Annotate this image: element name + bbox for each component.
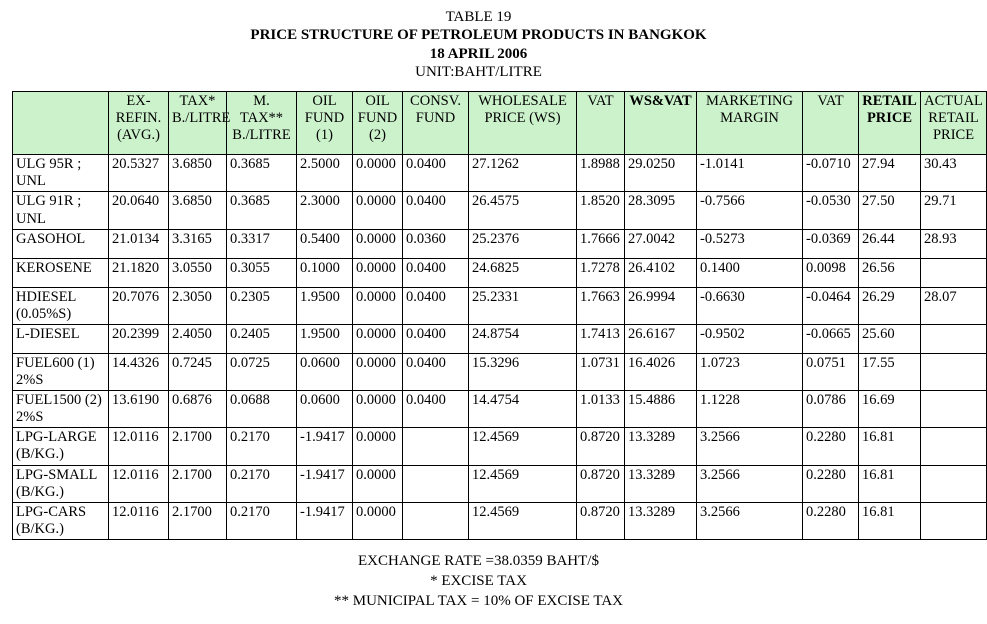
table-body	[13, 155, 987, 540]
table-row	[13, 324, 987, 353]
cell-ex-refinery: 12.0116	[109, 502, 169, 539]
cell-marketing-margin: -1.0141	[697, 155, 803, 192]
cell-oil-fund-2: 0.0000	[353, 465, 403, 502]
cell-wholesale-price: 15.3296	[469, 353, 577, 390]
header-text-line: FUND	[415, 110, 456, 127]
header-cell-product	[13, 92, 109, 155]
header-text-line: WS&VAT	[629, 93, 692, 110]
cell-actual-retail-price: 30.43	[921, 155, 987, 192]
header-text-line: EX-	[126, 93, 151, 110]
header-text-line: OIL	[365, 93, 390, 110]
header-cell-actual-retail-price	[921, 92, 987, 155]
cell-vat-1: 1.8520	[577, 192, 625, 229]
row-label: FUEL600 (1) 2%S	[13, 353, 109, 390]
cell-marketing-margin: 3.2566	[697, 465, 803, 502]
footnotes	[12, 552, 945, 611]
cell-oil-fund-1: 0.0600	[297, 353, 353, 390]
row-label: LPG-SMALL (B/KG.)	[13, 465, 109, 502]
footnote-municipal-tax: ** MUNICIPAL TAX = 10% OF EXCISE TAX	[334, 592, 623, 609]
cell-oil-fund-2: 0.0000	[353, 353, 403, 390]
cell-retail-price: 16.81	[859, 465, 921, 502]
cell-consv-fund: 0.0400	[403, 391, 469, 428]
cell-vat-2: 0.0786	[803, 391, 859, 428]
cell-wholesale-price: 12.4569	[469, 502, 577, 539]
cell-consv-fund: 0.0400	[403, 155, 469, 192]
header-text-line: FUND	[357, 110, 398, 127]
cell-ex-refinery: 20.7076	[109, 287, 169, 324]
header-cell-vat-1	[577, 92, 625, 155]
cell-tax: 2.1700	[169, 428, 227, 465]
header-cell-oil-fund-1	[297, 92, 353, 155]
cell-municipal-tax: 0.2305	[227, 287, 297, 324]
cell-vat-2: 0.0751	[803, 353, 859, 390]
header-cell-ex-refinery	[109, 92, 169, 155]
unit-label: UNIT:BAHT/LITRE	[415, 63, 542, 80]
table-row	[13, 391, 987, 428]
cell-consv-fund	[403, 465, 469, 502]
footnote-excise-tax: * EXCISE TAX	[430, 572, 527, 589]
row-label: KEROSENE	[13, 258, 109, 287]
cell-actual-retail-price	[921, 391, 987, 428]
header-text-line: OIL	[312, 93, 337, 110]
cell-actual-retail-price	[921, 502, 987, 539]
header-text-line: (1)	[316, 127, 333, 144]
cell-oil-fund-2: 0.0000	[353, 287, 403, 324]
table-row	[13, 229, 987, 258]
header-cell-retail-price	[859, 92, 921, 155]
cell-tax: 3.6850	[169, 192, 227, 229]
cell-marketing-margin: -0.6630	[697, 287, 803, 324]
cell-retail-price: 17.55	[859, 353, 921, 390]
cell-municipal-tax: 0.2170	[227, 465, 297, 502]
cell-retail-price: 16.81	[859, 502, 921, 539]
table-row	[13, 353, 987, 390]
header-text-line: FUND	[304, 110, 345, 127]
header-text-line: M.	[253, 93, 270, 110]
cell-oil-fund-1: -1.9417	[297, 465, 353, 502]
cell-marketing-margin: 1.0723	[697, 353, 803, 390]
cell-oil-fund-1: 1.9500	[297, 324, 353, 353]
header-text-line: RETAIL	[928, 110, 979, 127]
cell-oil-fund-2: 0.0000	[353, 428, 403, 465]
cell-ws-and-vat: 26.9994	[625, 287, 697, 324]
cell-consv-fund	[403, 428, 469, 465]
cell-wholesale-price: 24.6825	[469, 258, 577, 287]
row-label: GASOHOL	[13, 229, 109, 258]
cell-ex-refinery: 20.2399	[109, 324, 169, 353]
price-structure-table	[12, 91, 987, 540]
cell-actual-retail-price	[921, 428, 987, 465]
cell-wholesale-price: 25.2376	[469, 229, 577, 258]
cell-tax: 3.6850	[169, 155, 227, 192]
cell-oil-fund-1: 0.1000	[297, 258, 353, 287]
header-row	[13, 92, 987, 155]
cell-wholesale-price: 24.8754	[469, 324, 577, 353]
header-text-line: TAX**	[239, 110, 284, 127]
cell-ws-and-vat: 13.3289	[625, 428, 697, 465]
cell-municipal-tax: 0.2170	[227, 428, 297, 465]
header-text-line: (AVG.)	[117, 127, 160, 144]
cell-ex-refinery: 20.5327	[109, 155, 169, 192]
cell-oil-fund-1: 1.9500	[297, 287, 353, 324]
cell-vat-2: -0.0369	[803, 229, 859, 258]
header-cell-oil-fund-2	[353, 92, 403, 155]
cell-tax: 0.7245	[169, 353, 227, 390]
cell-actual-retail-price	[921, 465, 987, 502]
cell-actual-retail-price	[921, 353, 987, 390]
cell-marketing-margin: 0.1400	[697, 258, 803, 287]
cell-marketing-margin: -0.5273	[697, 229, 803, 258]
cell-vat-1: 1.7663	[577, 287, 625, 324]
cell-tax: 3.3165	[169, 229, 227, 258]
cell-oil-fund-2: 0.0000	[353, 192, 403, 229]
header-cell-wholesale-price	[469, 92, 577, 155]
cell-wholesale-price: 26.4575	[469, 192, 577, 229]
cell-ex-refinery: 20.0640	[109, 192, 169, 229]
footnote-exchange-rate: EXCHANGE RATE =38.0359 BAHT/$	[358, 552, 599, 569]
cell-municipal-tax: 0.3055	[227, 258, 297, 287]
cell-vat-1: 0.8720	[577, 428, 625, 465]
cell-consv-fund: 0.0400	[403, 324, 469, 353]
row-label: LPG-LARGE (B/KG.)	[13, 428, 109, 465]
cell-oil-fund-2: 0.0000	[353, 258, 403, 287]
header-text-line: MARGIN	[720, 110, 779, 127]
header-text-line: VAT	[817, 93, 844, 110]
cell-municipal-tax: 0.2170	[227, 502, 297, 539]
cell-vat-1: 1.8988	[577, 155, 625, 192]
cell-consv-fund	[403, 502, 469, 539]
cell-vat-1: 1.7413	[577, 324, 625, 353]
header-text-line: PRICE (WS)	[484, 110, 561, 127]
cell-consv-fund: 0.0400	[403, 287, 469, 324]
row-label: FUEL1500 (2) 2%S	[13, 391, 109, 428]
cell-ws-and-vat: 26.6167	[625, 324, 697, 353]
cell-wholesale-price: 25.2331	[469, 287, 577, 324]
header-text-line: RETAIL	[862, 93, 917, 110]
cell-oil-fund-2: 0.0000	[353, 229, 403, 258]
cell-retail-price: 26.44	[859, 229, 921, 258]
cell-oil-fund-2: 0.0000	[353, 502, 403, 539]
title-block	[12, 8, 945, 81]
cell-ex-refinery: 12.0116	[109, 428, 169, 465]
header-text-line: PRICE	[932, 127, 975, 144]
table-row	[13, 155, 987, 192]
cell-vat-2: -0.0665	[803, 324, 859, 353]
cell-tax: 0.6876	[169, 391, 227, 428]
cell-vat-2: -0.0530	[803, 192, 859, 229]
cell-consv-fund: 0.0400	[403, 353, 469, 390]
page-title: PRICE STRUCTURE OF PETROLEUM PRODUCTS IN BANGKOK	[250, 27, 707, 44]
cell-ws-and-vat: 27.0042	[625, 229, 697, 258]
cell-ex-refinery: 14.4326	[109, 353, 169, 390]
cell-ex-refinery: 12.0116	[109, 465, 169, 502]
cell-retail-price: 27.94	[859, 155, 921, 192]
cell-oil-fund-1: 2.5000	[297, 155, 353, 192]
table-row	[13, 192, 987, 229]
cell-oil-fund-1: 0.5400	[297, 229, 353, 258]
table-row	[13, 502, 987, 539]
table-header	[13, 92, 987, 155]
cell-retail-price: 16.69	[859, 391, 921, 428]
cell-tax: 2.1700	[169, 465, 227, 502]
cell-ws-and-vat: 13.3289	[625, 465, 697, 502]
cell-oil-fund-1: -1.9417	[297, 502, 353, 539]
cell-wholesale-price: 14.4754	[469, 391, 577, 428]
cell-ws-and-vat: 13.3289	[625, 502, 697, 539]
cell-municipal-tax: 0.3685	[227, 192, 297, 229]
cell-oil-fund-2: 0.0000	[353, 391, 403, 428]
cell-vat-1: 1.0133	[577, 391, 625, 428]
cell-tax: 2.3050	[169, 287, 227, 324]
cell-consv-fund: 0.0360	[403, 229, 469, 258]
table-row	[13, 428, 987, 465]
header-text-line: B./LITRE	[172, 110, 231, 127]
header-text-line: ACTUAL	[924, 93, 983, 110]
cell-municipal-tax: 0.0688	[227, 391, 297, 428]
cell-retail-price: 26.56	[859, 258, 921, 287]
header-cell-marketing-margin	[697, 92, 803, 155]
header-text-line: VAT	[587, 93, 614, 110]
row-label: LPG-CARS (B/KG.)	[13, 502, 109, 539]
cell-marketing-margin: 1.1228	[697, 391, 803, 428]
table-row	[13, 465, 987, 502]
row-label: HDIESEL (0.05%S)	[13, 287, 109, 324]
cell-wholesale-price: 12.4569	[469, 428, 577, 465]
cell-vat-2: 0.2280	[803, 428, 859, 465]
cell-ex-refinery: 21.0134	[109, 229, 169, 258]
cell-marketing-margin: -0.7566	[697, 192, 803, 229]
header-text-line: TAX*	[179, 93, 216, 110]
cell-consv-fund: 0.0400	[403, 258, 469, 287]
cell-oil-fund-2: 0.0000	[353, 155, 403, 192]
cell-oil-fund-1: 0.0600	[297, 391, 353, 428]
cell-vat-1: 0.8720	[577, 465, 625, 502]
table-row	[13, 258, 987, 287]
header-text-line: MARKETING	[706, 93, 793, 110]
table-row	[13, 287, 987, 324]
cell-vat-1: 1.7666	[577, 229, 625, 258]
row-label: ULG 91R ; UNL	[13, 192, 109, 229]
cell-tax: 2.1700	[169, 502, 227, 539]
cell-municipal-tax: 0.3685	[227, 155, 297, 192]
cell-marketing-margin: 3.2566	[697, 428, 803, 465]
cell-ws-and-vat: 28.3095	[625, 192, 697, 229]
cell-vat-2: 0.2280	[803, 465, 859, 502]
cell-ex-refinery: 21.1820	[109, 258, 169, 287]
cell-vat-1: 1.7278	[577, 258, 625, 287]
cell-oil-fund-1: 2.3000	[297, 192, 353, 229]
cell-marketing-margin: 3.2566	[697, 502, 803, 539]
cell-vat-2: 0.0098	[803, 258, 859, 287]
cell-wholesale-price: 27.1262	[469, 155, 577, 192]
cell-vat-1: 1.0731	[577, 353, 625, 390]
cell-ex-refinery: 13.6190	[109, 391, 169, 428]
cell-ws-and-vat: 26.4102	[625, 258, 697, 287]
report-date: 18 APRIL 2006	[429, 45, 528, 62]
cell-municipal-tax: 0.2405	[227, 324, 297, 353]
cell-actual-retail-price: 29.71	[921, 192, 987, 229]
cell-oil-fund-2: 0.0000	[353, 324, 403, 353]
cell-oil-fund-1: -1.9417	[297, 428, 353, 465]
cell-tax: 3.0550	[169, 258, 227, 287]
header-cell-vat-2	[803, 92, 859, 155]
cell-retail-price: 16.81	[859, 428, 921, 465]
cell-actual-retail-price: 28.93	[921, 229, 987, 258]
cell-marketing-margin: -0.9502	[697, 324, 803, 353]
cell-vat-2: 0.2280	[803, 502, 859, 539]
cell-consv-fund: 0.0400	[403, 192, 469, 229]
cell-actual-retail-price	[921, 324, 987, 353]
header-text-line: PRICE	[866, 110, 913, 127]
header-cell-consv-fund	[403, 92, 469, 155]
cell-vat-1: 0.8720	[577, 502, 625, 539]
cell-vat-2: -0.0464	[803, 287, 859, 324]
row-label: L-DIESEL	[13, 324, 109, 353]
header-text-line: B./LITRE	[232, 127, 291, 144]
cell-retail-price: 27.50	[859, 192, 921, 229]
cell-retail-price: 26.29	[859, 287, 921, 324]
cell-actual-retail-price: 28.07	[921, 287, 987, 324]
cell-retail-price: 25.60	[859, 324, 921, 353]
row-label: ULG 95R ; UNL	[13, 155, 109, 192]
header-text-line: (2)	[369, 127, 386, 144]
header-text-line: WHOLESALE	[478, 93, 567, 110]
cell-vat-2: -0.0710	[803, 155, 859, 192]
cell-ws-and-vat: 16.4026	[625, 353, 697, 390]
header-cell-tax	[169, 92, 231, 155]
cell-municipal-tax: 0.3317	[227, 229, 297, 258]
cell-municipal-tax: 0.0725	[227, 353, 297, 390]
cell-ws-and-vat: 15.4886	[625, 391, 697, 428]
header-cell-municipal-tax	[227, 92, 297, 155]
cell-tax: 2.4050	[169, 324, 227, 353]
cell-wholesale-price: 12.4569	[469, 465, 577, 502]
cell-ws-and-vat: 29.0250	[625, 155, 697, 192]
header-text-line: REFIN.	[115, 110, 162, 127]
cell-actual-retail-price	[921, 258, 987, 287]
header-text-line: CONSV.	[410, 93, 461, 110]
header-cell-ws-and-vat	[625, 92, 697, 155]
table-number: TABLE 19	[445, 9, 512, 25]
